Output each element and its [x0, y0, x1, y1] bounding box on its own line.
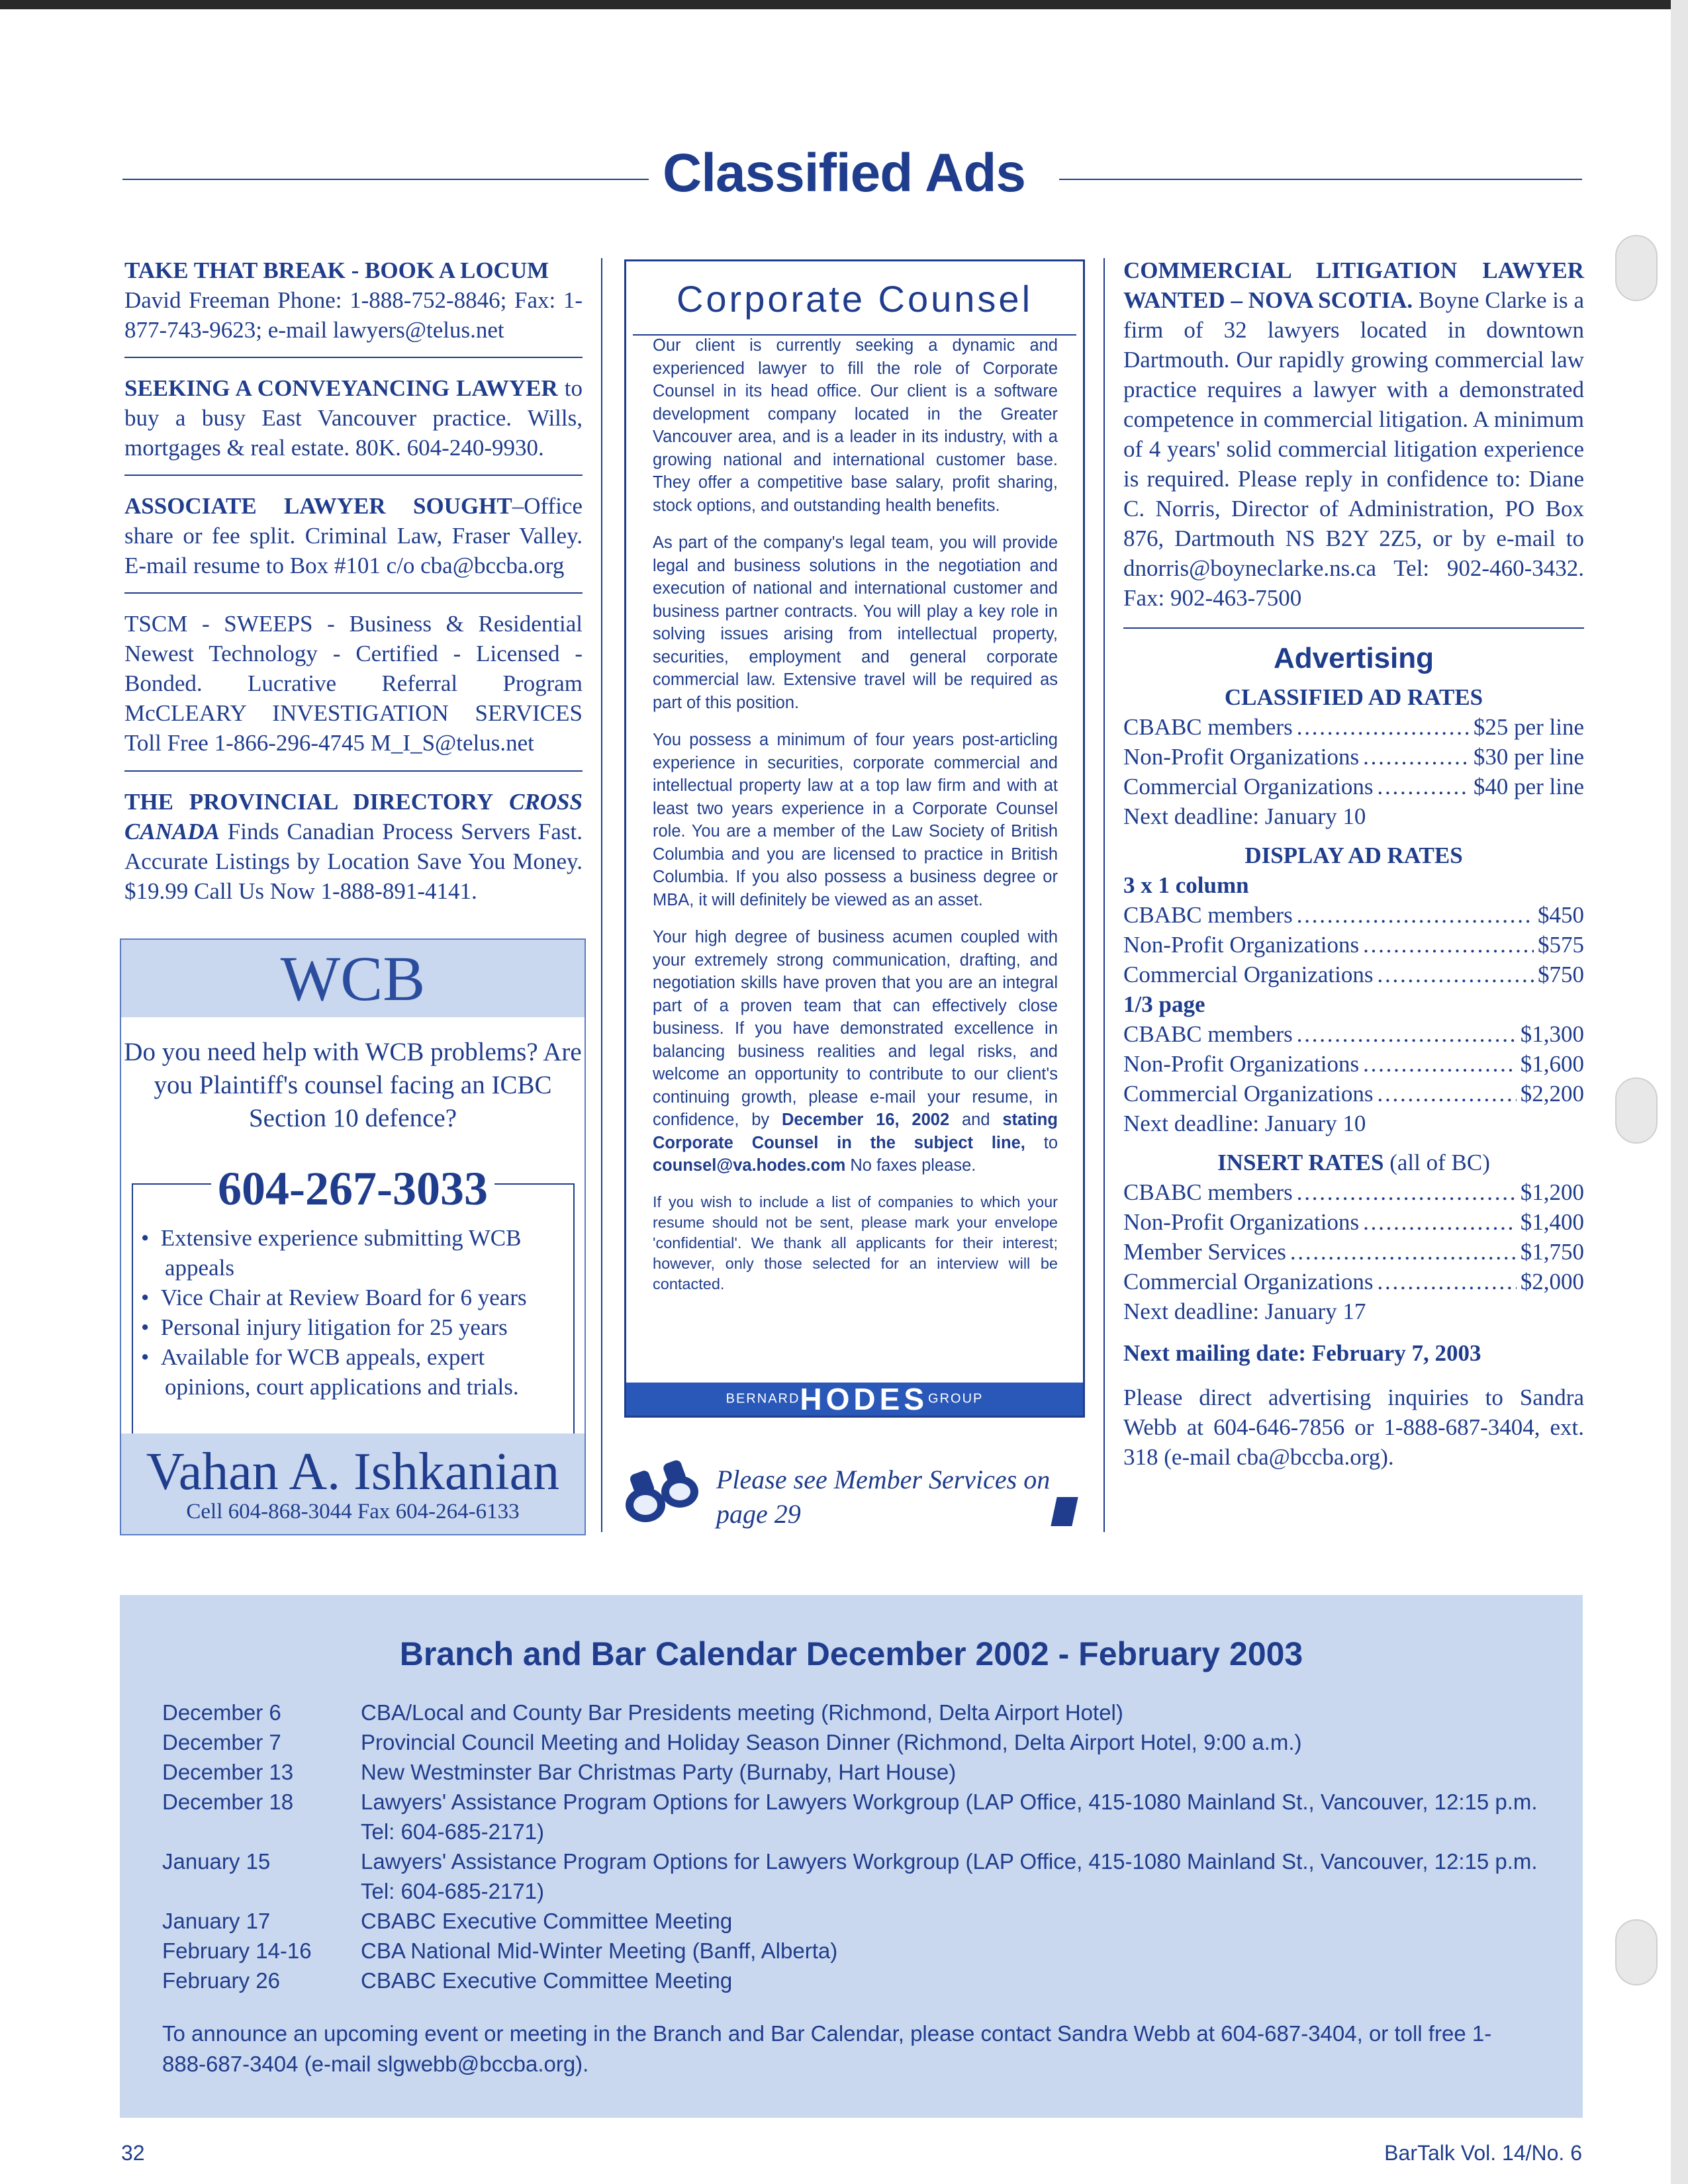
- wcb-logo: WCB: [121, 940, 585, 1017]
- paragraph: If you wish to include a list of companies to which your resume should not be sent, please mark your envelope 'confidential'. We thank all applicants for their interest; however, only those selected for an interview will be contacted.: [653, 1193, 1058, 1293]
- scan-top-edge: [0, 0, 1688, 9]
- deadline: Next deadline: January 17: [1123, 1298, 1366, 1324]
- rate-row: Commercial Organizations . . . $750: [1123, 960, 1584, 989]
- divider: [124, 592, 583, 594]
- rate-row: CBABC members . . . $25 per line: [1123, 712, 1584, 742]
- ad-directory: [124, 787, 583, 906]
- advertising-title: Advertising: [1273, 642, 1434, 674]
- ad-heading: THE PROVINCIAL DIRECTORY: [124, 789, 494, 815]
- wcb-phone: 604-267-3033: [121, 1161, 585, 1216]
- ad-body: Boyne Clarke is a firm of 32 lawyers located in downtown Dartmouth. Our rapidly growing commercial law practice requires a lawyer with a demonstrated competence in commercial litigation. A minimum of 4 years' solid commercial litigation experience is required. Please reply in confidence to: Diane C. Norris, Director of Administration, PO Box 876, Dartmouth NS B2Y 2Z5, or by e-mail to dnorris@boyneclarke.ns.ca Tel: 902-460-3432. Fax: 902-463-7500: [1123, 287, 1585, 611]
- ad-heading-italic: CROSS CANADA: [124, 789, 583, 844]
- column-divider: [601, 258, 602, 1532]
- hodes-group: GROUP: [928, 1391, 984, 1406]
- classified-rates-heading: CLASSIFIED AD RATES: [1224, 684, 1483, 710]
- ad-tscm: [124, 609, 583, 758]
- list-item: • Extensive experience submitting WCB appeals: [141, 1225, 522, 1281]
- page-number: 32: [121, 2141, 145, 2165]
- list-item: January 15 Lawyers' Assistance Program Options for Lawyers Workgroup (LAP Office, 415-1080 Mainland St., Vancouver, 12:15 p.m. Tel: 604-685-2171): [162, 1849, 1538, 1903]
- wcb-bullets: [141, 1223, 565, 1402]
- binder-hole: [1615, 1077, 1658, 1144]
- divider: [1123, 627, 1584, 629]
- divider: [124, 770, 583, 772]
- ad-heading: ASSOCIATE LAWYER SOUGHT: [124, 493, 512, 519]
- paragraph: You possess a minimum of four years post-articling experience in securities, corporate commercial and intellectual property law at a top law firm and with at least two years experience in a Corporate Counsel role. You are a member of the Law Society of British Columbia and you are licensed to practice in British Columbia. If you also possess a business degree or MBA, it will definitely be viewed as an asset.: [653, 731, 1058, 909]
- corporate-counsel-body: [653, 334, 1058, 1309]
- binder-hole: [1615, 1919, 1658, 1985]
- list-item: • Available for WCB appeals, expert opinions, court applications and trials.: [141, 1344, 519, 1400]
- calendar-events: [162, 1698, 1539, 1995]
- wcb-question: Do you need help with WCB problems? Are you Plaintiff's counsel facing an ICBC Section 10 defence?: [124, 1038, 582, 1132]
- rate-subheading: 3 x 1 column: [1123, 872, 1249, 898]
- list-item: February 14-16 CBA National Mid-Winter Meeting (Banff, Alberta): [162, 1938, 838, 1963]
- rate-subheading: 1/3 page: [1123, 991, 1205, 1017]
- rate-row: Member Services . . . $1,750: [1123, 1237, 1584, 1267]
- advertising-inquiries: Please direct advertising inquiries to Sandra Webb at 604-646-7856 or 1-888-687-3404, ext. 318 (e-mail cba@bccba.org).: [1123, 1385, 1584, 1470]
- ad-heading: TAKE THAT BREAK - BOOK A LOCUM: [124, 257, 549, 283]
- rate-row: CBABC members . . . $450: [1123, 900, 1584, 930]
- paragraph: Our client is currently seeking a dynamic and experienced lawyer to fill the role of Corporate Counsel in its head office. Our client is a software development company located in the Greater Vancouver area, and is a leader in its industry, with a growing national and international customer base. They offer a competitive base salary, profit sharing, stock options, and outstanding health benefits.: [653, 336, 1058, 515]
- ad-body: to buy a busy East Vancouver practice. Wills, mortgages & real estate. 80K. 604-240-9930.: [124, 375, 583, 461]
- display-rates-heading: DISPLAY AD RATES: [1244, 842, 1463, 868]
- rate-row: Commercial Organizations . . . $2,200: [1123, 1079, 1584, 1109]
- page-title: Classified Ads: [662, 143, 1026, 203]
- ad-body: TSCM - SWEEPS - Business & Residential Newest Technology - Certified - Licensed - Bonded. Lucrative Referral Program McCLEARY INVESTIGATION SERVICES Toll Free 1-866-296-4745 M_I_S@telus.net: [124, 611, 583, 756]
- rate-row: Non-Profit Organizations . . . $1,400: [1123, 1207, 1584, 1237]
- list-item: December 18 Lawyers' Assistance Program Options for Lawyers Workgroup (LAP Office, 415-1080 Mainland St., Vancouver, 12:15 p.m. Tel: 604-685-2171): [162, 1790, 1538, 1844]
- deadline: Next deadline: January 10: [1123, 803, 1366, 829]
- list-item: January 17 CBABC Executive Committee Meeting: [162, 1909, 733, 1933]
- corporate-counsel-title: Corporate Counsel: [676, 278, 1033, 320]
- divider: [124, 475, 583, 476]
- rate-row: CBABC members . . . $1,200: [1123, 1177, 1584, 1207]
- ad-locum: [124, 255, 583, 345]
- list-item: December 7 Provincial Council Meeting and Holiday Season Dinner (Richmond, Delta Airport Hotel, 9:00 a.m.): [162, 1730, 1302, 1754]
- insert-rates-heading: INSERT RATES (all of BC): [1217, 1150, 1490, 1175]
- rate-row: CBABC members . . . $1,300: [1123, 1019, 1584, 1049]
- list-item: • Vice Chair at Review Board for 6 years: [141, 1285, 527, 1310]
- ad-commercial-litigation: [1123, 255, 1584, 613]
- calendar-title: Branch and Bar Calendar December 2002 - February 2003: [399, 1635, 1303, 1672]
- publication-info: BarTalk Vol. 14/No. 6: [1384, 2141, 1582, 2165]
- wcb-name: Vahan A. Ishkanian: [146, 1443, 560, 1501]
- branch-bar-calendar: [120, 1595, 1583, 2118]
- wcb-ad: [120, 938, 586, 1535]
- paragraph: As part of the company's legal team, you will provide legal and business solutions in the negotiation and execution of national and international customer and business partner contracts. You will play a key role in solving issues arising from intellectual property, securities, employment and general corporate commercial law. Extensive travel will be required as part of this position.: [653, 533, 1058, 712]
- calendar-note: To announce an upcoming event or meeting in the Branch and Bar Calendar, please contact Sandra Webb at 604-687-3404, or toll free 1-888-687-3404 (e-mail slgwebb@bccba.org).: [162, 2021, 1492, 2076]
- rate-row: Commercial Organizations . . . $40 per line: [1123, 772, 1584, 801]
- scan-right-edge: [1671, 0, 1688, 2184]
- binoculars-icon: [619, 1453, 705, 1533]
- list-item: • Personal injury litigation for 25 years: [141, 1314, 508, 1340]
- rate-row: Commercial Organizations . . . $2,000: [1123, 1267, 1584, 1297]
- wcb-contact: Cell 604-868-3044 Fax 604-264-6133: [186, 1500, 520, 1524]
- ad-body: Finds Canadian Process Servers Fast. Accurate Listings by Location Save You Money. $19.99 Call Us Now 1-888-891-4141.: [124, 819, 583, 904]
- ad-heading: SEEKING A CONVEYANCING LAWYER: [124, 375, 558, 401]
- see-member-services: Please see Member Services on page 29: [716, 1465, 1051, 1529]
- rate-row: Non-Profit Organizations . . . $30 per line: [1123, 742, 1584, 772]
- rate-row: Non-Profit Organizations . . . $1,600: [1123, 1049, 1584, 1079]
- mailing-date: Next mailing date: February 7, 2003: [1123, 1340, 1481, 1366]
- corporate-counsel-ad: [624, 259, 1085, 1418]
- hodes-bernard: BERNARD: [726, 1391, 800, 1406]
- ad-body: –Office share or fee split. Criminal Law, Fraser Valley. E-mail resume to Box #101 c/o cba@bccba.org: [124, 493, 583, 578]
- right-column: [1123, 255, 1584, 1472]
- deadline: Next deadline: January 10: [1123, 1111, 1366, 1136]
- list-item: December 6 CBA/Local and County Bar Presidents meeting (Richmond, Delta Airport Hotel): [162, 1700, 1123, 1725]
- rate-row: Non-Profit Organizations . . . $575: [1123, 930, 1584, 960]
- list-item: December 13 New Westminster Bar Christmas Party (Burnaby, Hart House): [162, 1760, 957, 1784]
- binder-hole: [1615, 235, 1658, 301]
- ad-associate: [124, 491, 583, 580]
- hodes-logo: HODES: [800, 1382, 929, 1416]
- email-link: counsel@va.hodes.com: [653, 1156, 846, 1175]
- divider: [124, 357, 583, 358]
- hodes-bar: [626, 1383, 1083, 1416]
- list-item: February 26 CBABC Executive Committee Meeting: [162, 1968, 733, 1993]
- ad-body: David Freeman Phone: 1-888-752-8846; Fax: 1-877-743-9623; e-mail lawyers@telus.net: [124, 287, 583, 343]
- ad-conveyancing: [124, 373, 583, 463]
- paragraph: Your high degree of business acumen coupled with your extremely strong communication, drafting, and negotiation skills have proven that you are an integral part of a proven team that can effectively close business. If you have demonstrated excellence in balancing business realities and legal risks, and welcome an opportunity to contribute to our client's continuing growth, please e-mail your resume, in confidence, by December 16, 2002 and stating Corporate Counsel in the subject line, to counsel@va.hodes.com No faxes please.: [653, 928, 1058, 1175]
- ad-heading: COMMERCIAL LITIGATION LAWYER WANTED – NOVA SCOTIA.: [1123, 257, 1584, 313]
- column-divider: [1103, 258, 1105, 1532]
